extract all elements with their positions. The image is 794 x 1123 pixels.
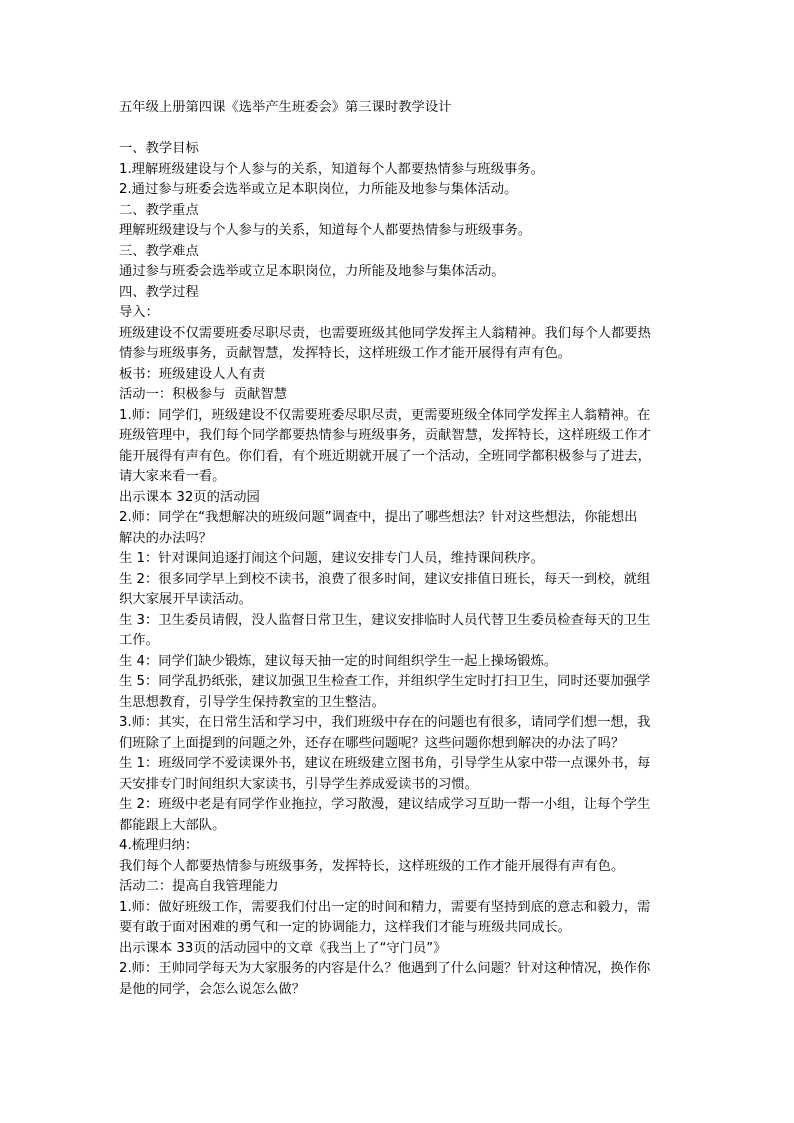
document-line: 请大家来看一看。	[119, 469, 226, 484]
document-line: 织大家展开早读活动。	[119, 592, 252, 607]
document-line: 天安排专门时间组织大家读书，引导学生养成爱读书的习惯。	[119, 776, 479, 792]
document-title: 五年级上册第四课《选举产生班委会》第三课时教学设计	[119, 100, 452, 115]
document-line: 工作。	[119, 633, 159, 648]
document-line: 生 4：同学们缺少锻炼，建议每天抽一定的时间组织学生一起上操场锻炼。	[119, 653, 558, 669]
document-line: 二、教学重点	[119, 202, 199, 218]
document-line: 解决的办法吗？	[119, 530, 213, 546]
document-line: 活动二：提高自我管理能力	[119, 879, 279, 894]
document-body	[119, 139, 685, 1000]
document-line: 要有敢于面对困难的勇气和一定的协调能力，这样我们才能与班级共同成长。	[119, 920, 572, 935]
document-line: 三、教学难点	[119, 243, 199, 259]
document-line: 生 1：针对课间追逐打闹这个问题，建议安排专门人员，维持课间秩序。	[119, 551, 544, 566]
document-line: 3.师：其实，在日常生活和学习中，我们班级中存在的问题也有很多，请同学们想一想，我	[119, 715, 651, 730]
document-line: 出示课本 32页的活动园	[119, 489, 260, 505]
document-line: 能开展得有声有色。你们看，有个班近期就开展了一个活动，全班同学都积极参与了进去，	[119, 448, 651, 464]
document-line: 生 2：很多同学早上到校不读书，浪费了很多时间，建议安排值日班长，每天一到校，就组	[119, 571, 651, 587]
document-line: 生思想教育，引导学生保持教室的卫生整洁。	[119, 694, 385, 710]
document-line: 一、教学目标	[119, 141, 199, 156]
document-line: 生 5：同学乱扔纸张，建议加强卫生检查工作，并组织学生定时打扫卫生，同时还要加强学	[119, 674, 651, 689]
document-line: 四、教学过程	[119, 284, 199, 300]
document-line: 们班除了上面提到的问题之外，还存在哪些问题呢？这些问题你想到解决的办法了吗？	[119, 735, 625, 751]
document-line: 1.师：做好班级工作，需要我们付出一定的时间和精力，需要有坚持到底的意志和毅力，需	[119, 899, 651, 915]
document-page	[119, 98, 685, 1000]
document-line: 2.师：王帅同学每天为大家服务的内容是什么？他遇到了什么问题？针对这种情况，换作你	[119, 961, 651, 976]
document-line: 4.梳理归纳：	[119, 838, 199, 853]
document-line: 1.师：同学们，班级建设不仅需要班委尽职尽责，更需要班级全体同学发挥主人翁精神。在	[119, 407, 651, 423]
document-line: 生 3：卫生委员请假，没人监督日常卫生，建议安排临时人员代替卫生委员检查每天的卫生	[119, 612, 651, 628]
document-line: 生 2：班级中老是有同学作业拖拉，学习散漫，建议结成学习互助一帮一小组，让每个学生	[119, 797, 651, 812]
document-line: 通过参与班委会选举或立足本职岗位，力所能及地参与集体活动。	[119, 264, 505, 279]
document-line: 是他的同学，会怎么说怎么做？	[119, 981, 306, 997]
document-line: 都能跟上大部队。	[119, 817, 226, 833]
document-line: 情参与班级事务，贡献智慧，发挥特长，这样班级工作才能开展得有声有色。	[119, 346, 572, 361]
document-line: 班级建设不仅需要班委尽职尽责，也需要班级其他同学发挥主人翁精神。我们每个人都要热	[119, 325, 651, 341]
document-line: 2.师：同学在“我想解决的班级问题”调查中，提出了哪些想法？针对这些想法，你能想出	[119, 510, 638, 525]
document-line: 班级管理中，我们每个同学都要热情参与班级事务，贡献智慧，发挥特长，这样班级工作才	[119, 428, 651, 443]
document-line: 导入：	[119, 305, 159, 320]
document-line: 2.通过参与班委会选举或立足本职岗位，力所能及地参与集体活动。	[119, 182, 518, 197]
document-line: 出示课本 33页的活动园中的文章《我当上了“守门员”》	[119, 940, 447, 956]
document-line: 1.理解班级建设与个人参与的关系，知道每个人都要热情参与班级事务。	[119, 161, 544, 177]
document-line: 活动一：积极参与 贡献智慧	[119, 387, 288, 402]
document-line: 板书：班级建设人人有责	[119, 366, 266, 382]
document-line: 生 1：班级同学不爱读课外书，建议在班级建立图书角，引导学生从家中带一点课外书，每	[119, 756, 651, 771]
document-line: 理解班级建设与个人参与的关系，知道每个人都要热情参与班级事务。	[119, 223, 532, 238]
document-line: 我们每个人都要热情参与班级事务，发挥特长，这样班级的工作才能开展得有声有色。	[119, 858, 625, 874]
